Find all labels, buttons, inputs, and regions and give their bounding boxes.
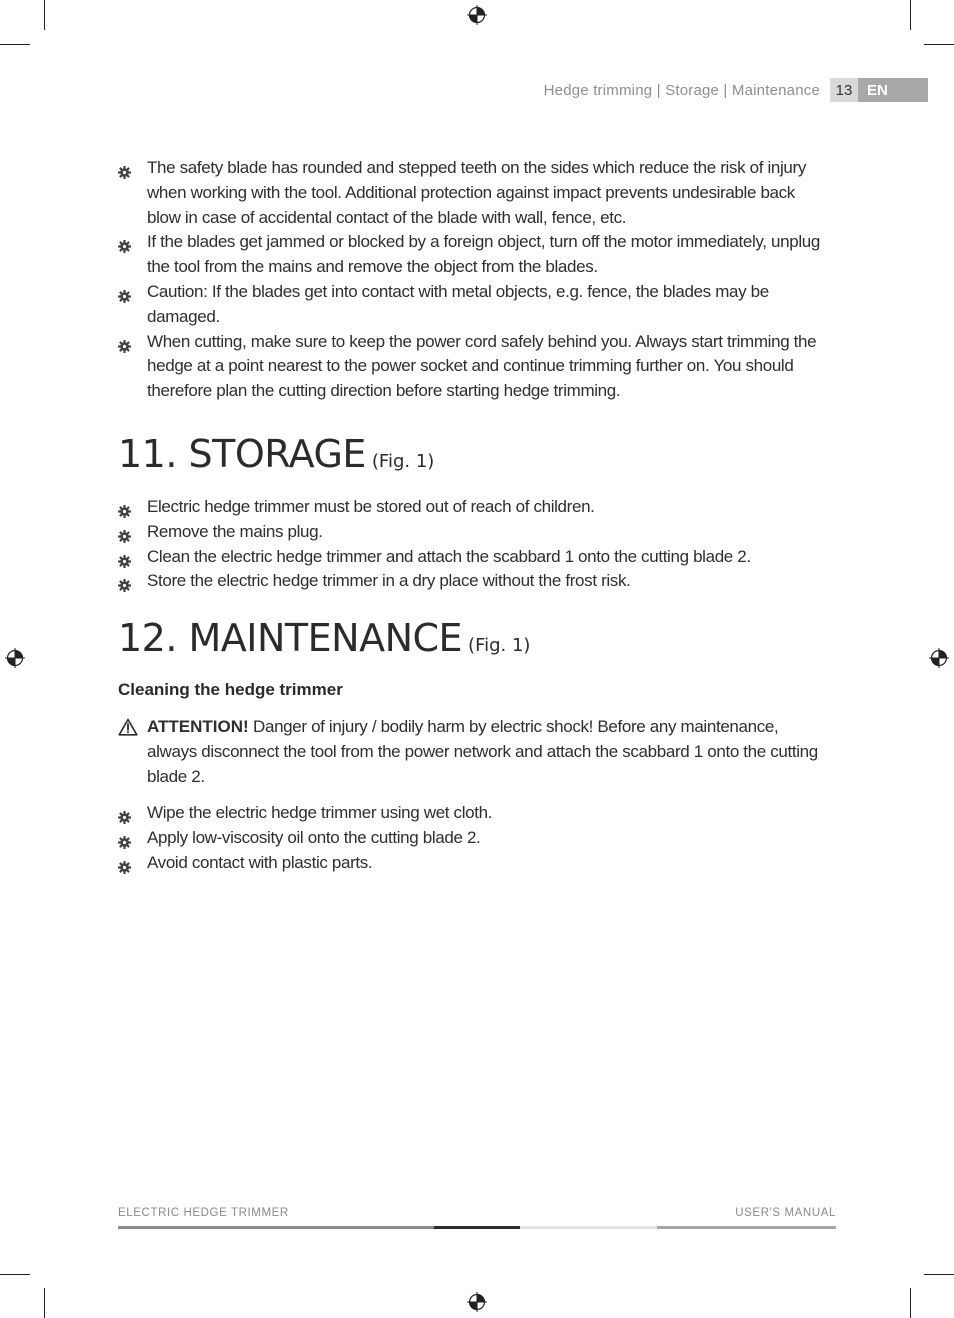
attention-label: ATTENTION! (147, 717, 249, 736)
crop-mark (910, 0, 911, 30)
footer-product-name: ELECTRIC HEDGE TRIMMER (118, 1207, 289, 1219)
crop-mark (910, 1288, 911, 1318)
warning-triangle-icon (118, 718, 138, 736)
footer-manual-label: USER'S MANUAL (735, 1207, 836, 1219)
crop-mark (0, 44, 30, 45)
gear-bullet-icon (118, 501, 131, 514)
registration-icon (5, 648, 25, 668)
gear-bullet-icon (118, 526, 131, 539)
crop-mark (0, 1274, 30, 1275)
list-item: When cutting, make sure to keep the power cord safely behind you. Always start trimming the hedge at a point nearest to the power socket and continue trimming further on. You should therefore plan the cutting direction before starting hedge trimming. (118, 330, 828, 404)
gear-bullet-icon (118, 286, 131, 299)
cleaning-subheading: Cleaning the hedge trimmer (118, 680, 343, 699)
attention-notice (118, 714, 818, 789)
gear-bullet-icon (118, 807, 131, 820)
list-item: Clean the electric hedge trimmer and attach the scabbard 1 onto the cutting blade 2. (118, 545, 828, 570)
crop-mark (924, 1274, 954, 1275)
gear-bullet-icon (118, 551, 131, 564)
page-number: 13 (830, 78, 858, 102)
footer-rule (520, 1226, 657, 1229)
list-item: Caution: If the blades get into contact with metal objects, e.g. fence, the blades may be damaged. (118, 280, 828, 330)
list-item: Electric hedge trimmer must be stored out of reach of children. (118, 495, 828, 520)
maintenance-title: 12. MAINTENANCE (118, 616, 463, 660)
crop-mark (44, 0, 45, 30)
gear-bullet-icon (118, 832, 131, 845)
crop-mark (924, 44, 954, 45)
storage-bullet-list (118, 495, 828, 594)
gear-bullet-icon (118, 236, 131, 249)
maintenance-bullet-list (118, 801, 828, 875)
gear-bullet-icon (118, 162, 131, 175)
footer-rule (434, 1226, 520, 1229)
footer-rule (118, 1226, 434, 1229)
list-item: Wipe the electric hedge trimmer using wet cloth. (118, 801, 828, 826)
footer-rule (657, 1226, 836, 1229)
storage-title: 11. STORAGE (118, 432, 366, 476)
list-item: The safety blade has rounded and stepped teeth on the sides which reduce the risk of injury when working with the tool. Additional protection against impact prevents undesirable back blow in case of accidental contact of the blade with wall, fence, etc. (118, 156, 828, 230)
storage-heading (118, 432, 434, 476)
registration-icon (467, 5, 487, 25)
registration-icon (467, 1292, 487, 1312)
page-header (544, 78, 928, 102)
list-item: Apply low-viscosity oil onto the cutting blade 2. (118, 826, 828, 851)
attention-text: Danger of injury / bodily harm by electric shock! Before any maintenance, always disconnect the tool from the power network and attach the scabbard 1 onto the cutting blade 2. (147, 717, 818, 786)
gear-bullet-icon (118, 575, 131, 588)
list-item: Remove the mains plug. (118, 520, 828, 545)
gear-bullet-icon (118, 857, 131, 870)
maintenance-fig-ref: (Fig. 1) (468, 635, 531, 656)
crop-mark (44, 1288, 45, 1318)
list-item: Avoid contact with plastic parts. (118, 851, 828, 876)
registration-icon (929, 648, 949, 668)
breadcrumb: Hedge trimming | Storage | Maintenance (543, 81, 820, 99)
list-item: If the blades get jammed or blocked by a foreign object, turn off the motor immediately, unplug the tool from the mains and remove the object from the blades. (118, 230, 828, 280)
list-item: Store the electric hedge trimmer in a dry place without the frost risk. (118, 569, 828, 594)
storage-fig-ref: (Fig. 1) (371, 451, 435, 472)
maintenance-heading (118, 616, 530, 660)
gear-bullet-icon (118, 336, 131, 349)
language-badge: EN (858, 78, 928, 102)
intro-bullet-list (118, 156, 828, 404)
